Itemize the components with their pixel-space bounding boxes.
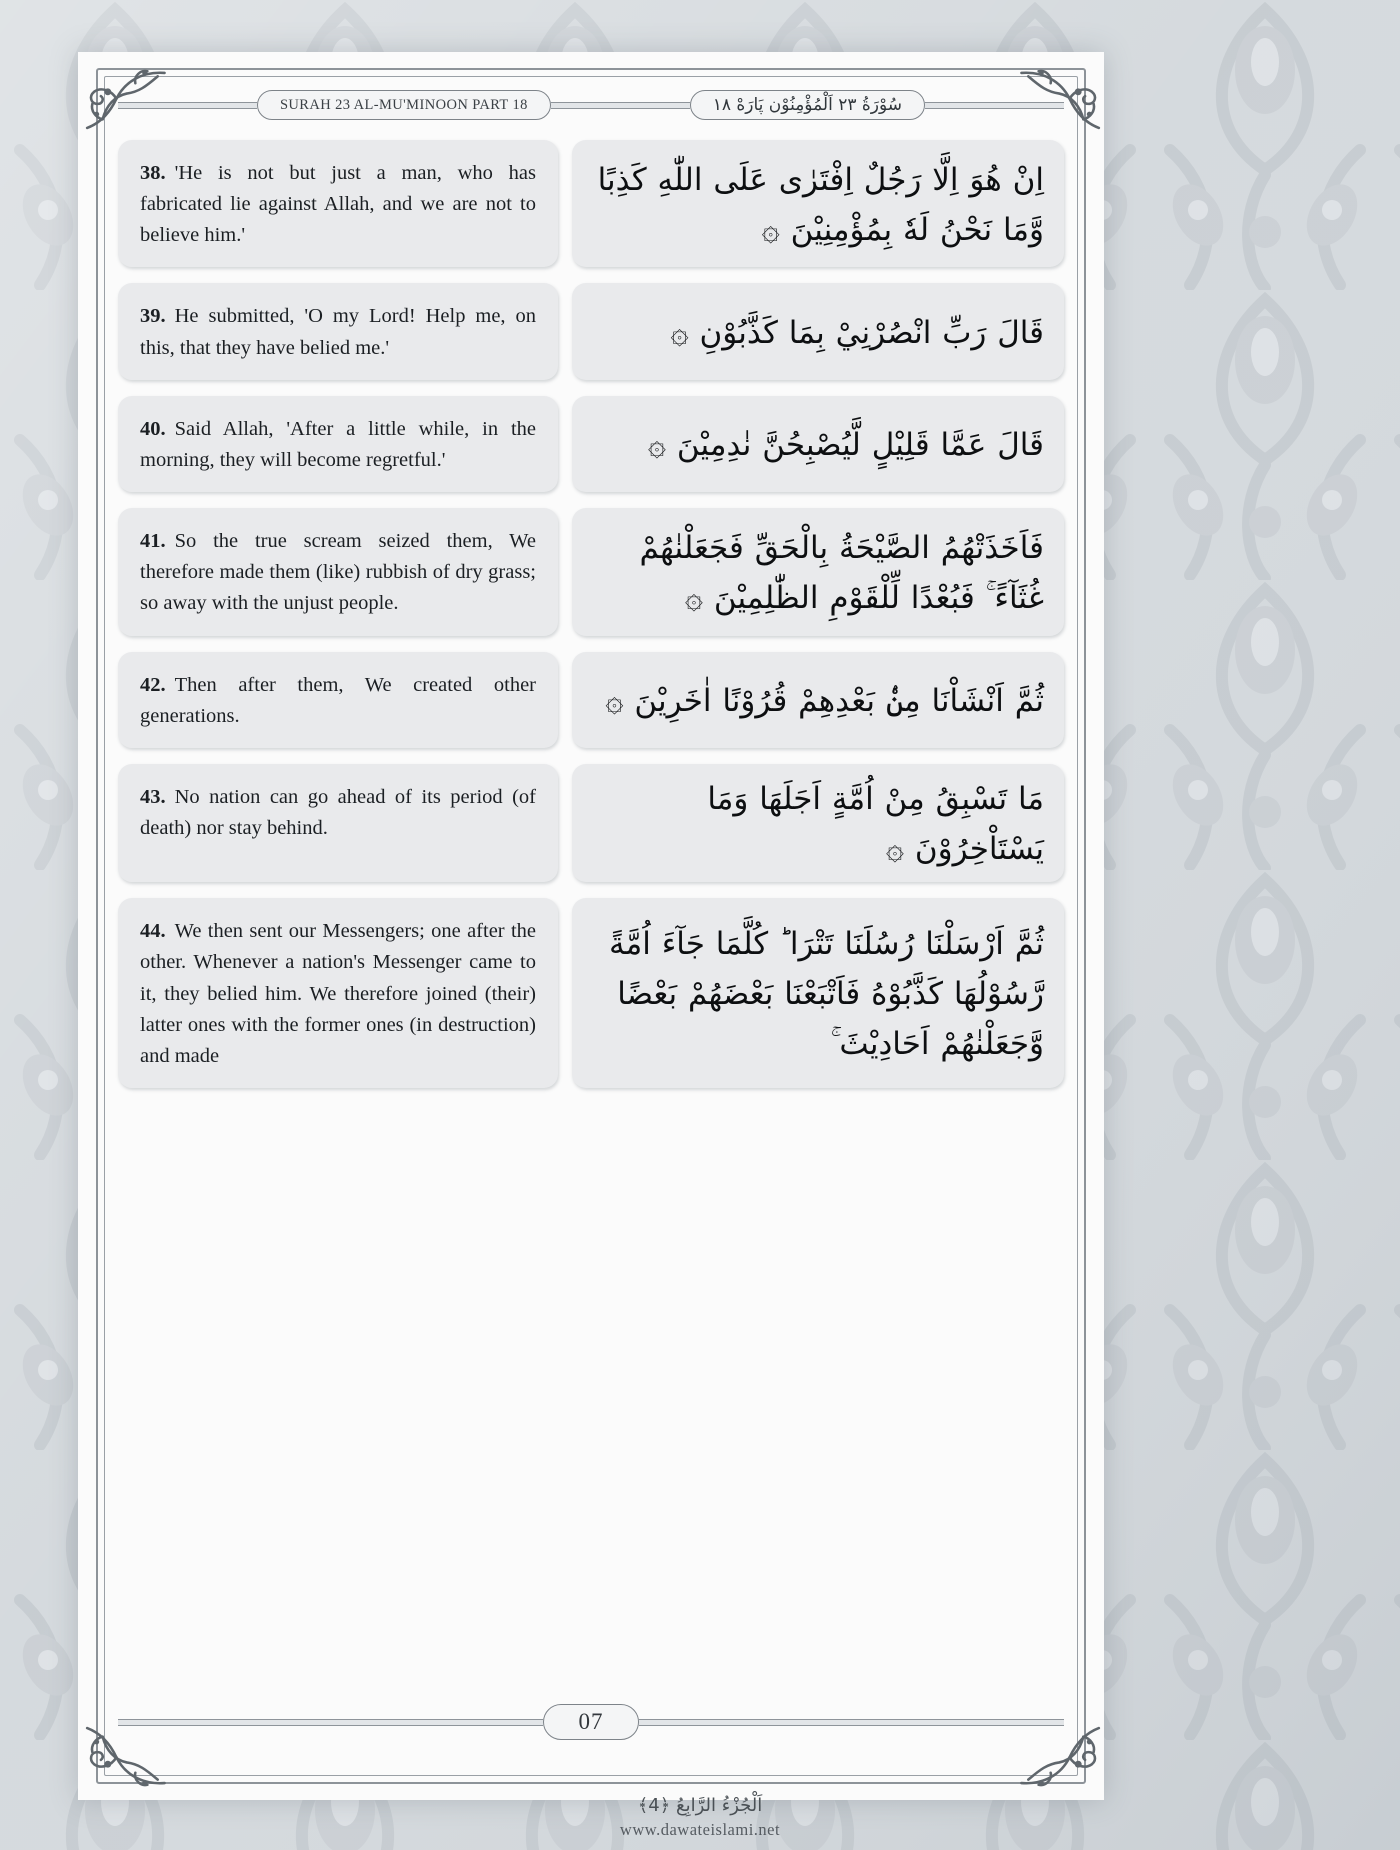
surah-title-ar-text: سُوْرَةُ ٢٣ اَلْمُؤْمِنُوْن پَارَهْ ١٨ <box>712 94 903 115</box>
verse-row <box>118 508 1064 635</box>
verse-arabic-panel[interactable] <box>572 283 1064 379</box>
page-number-text: 07 <box>578 1709 604 1734</box>
verse-arabic-panel[interactable] <box>572 140 1064 267</box>
header-rule-right <box>925 102 1064 109</box>
verse-arabic-panel[interactable] <box>572 764 1064 882</box>
verse-translation-text <box>140 670 536 732</box>
verse-arabic-panel[interactable] <box>572 898 1064 1088</box>
verse-list <box>118 140 1064 1685</box>
verse-row <box>118 396 1064 492</box>
verse-row <box>118 652 1064 748</box>
page-header <box>118 84 1064 126</box>
page-number-badge <box>543 1704 639 1740</box>
surah-title-en-text: SURAH 23 AL-MU'MINOON PART 18 <box>279 96 528 113</box>
verse-arabic-text: اِنْ هُوَ اِلَّا رَجُلٌ اِفْتَرٰى عَلَى اللّٰهِ كَذِبًا وَّمَا نَحْنُ لَهٗ بِمُؤْمِنِيْنَ ۞ <box>597 161 1044 248</box>
verse-arabic-text: قَالَ رَبِّ انْصُرْنِيْ بِمَا كَذَّبُوْنِ ۞ <box>670 314 1044 351</box>
verse-translation-text <box>140 158 536 251</box>
verse-translation-text <box>140 782 536 844</box>
verse-number: 41. <box>140 530 166 553</box>
verse-translation-body: Then after them, We created other generations. <box>140 673 536 727</box>
verse-number: 39. <box>140 305 166 328</box>
verse-translation-body: 'He is not but just a man, who has fabricated lie against Allah, and we are not to believe him.' <box>140 162 536 247</box>
verse-row <box>118 140 1064 267</box>
page-footer <box>118 1700 1064 1744</box>
verse-translation-panel[interactable] <box>118 508 558 635</box>
verse-row <box>118 764 1064 882</box>
verse-translation-panel[interactable] <box>118 764 558 882</box>
verse-translation-body: He submitted, 'O my Lord! Help me, on this, that they have belied me.' <box>140 305 536 359</box>
footer-rule-left <box>118 1719 543 1726</box>
surah-title-ar-badge <box>690 90 925 120</box>
verse-arabic-panel[interactable] <box>572 652 1064 748</box>
verse-translation-panel[interactable] <box>118 396 558 492</box>
verse-translation-text <box>140 301 536 363</box>
footer-rule-right <box>639 1719 1064 1726</box>
verse-translation-panel[interactable] <box>118 652 558 748</box>
verse-arabic-text: فَاَخَذَتْهُمُ الصَّيْحَةُ بِالْحَقِّ فَجَعَلْنٰهُمْ غُثَآءً ۚ فَبُعْدًا لِّلْقَوْمِ الظّٰلِمِيْنَ ۞ <box>639 529 1044 616</box>
verse-arabic-text: مَا تَسْبِقُ مِنْ اُمَّةٍ اَجَلَهَا وَمَا يَسْتَاْخِرُوْنَ ۞ <box>707 780 1044 868</box>
verse-translation-body: Said Allah, 'After a little while, in the morning, they will become regretful.' <box>140 417 536 471</box>
verse-number: 42. <box>140 673 166 696</box>
verse-translation-body: We then sent our Messengers; one after the other. Whenever a nation's Messenger came to it, they belied him. We therefore joined (their) latter ones with the former ones (in destruction) and made <box>140 920 536 1067</box>
footer-caption <box>0 1795 1400 1840</box>
verse-translation-body: No nation can go ahead of its period (of death) nor stay behind. <box>140 785 536 840</box>
verse-arabic-text: قَالَ عَمَّا قَلِيْلٍ لَّيُصْبِحُنَّ نٰدِمِيْنَ ۞ <box>647 426 1044 463</box>
verse-translation-panel[interactable] <box>118 140 558 267</box>
verse-translation-body: So the true scream seized them, We therefore made them (like) rubbish of dry grass; so away with the unjust people. <box>140 530 536 615</box>
surah-title-en-badge <box>257 90 551 120</box>
juz-label-text: اَلْجُزْءُ الرَّابِعُ ﴿4﴾ <box>637 1795 763 1816</box>
verse-number: 38. <box>140 162 166 184</box>
verse-row <box>118 898 1064 1088</box>
verse-row <box>118 283 1064 379</box>
verse-arabic-panel[interactable] <box>572 396 1064 492</box>
verse-translation-panel[interactable] <box>118 898 558 1088</box>
verse-number: 44. <box>140 920 166 943</box>
verse-translation-panel[interactable] <box>118 283 558 379</box>
verse-translation-text <box>140 526 536 619</box>
website-url-text[interactable]: www.dawateislami.net <box>619 1820 781 1839</box>
header-rule-left <box>118 102 257 109</box>
verse-number: 43. <box>140 785 166 808</box>
verse-translation-text <box>140 414 536 476</box>
verse-translation-text <box>140 916 536 1072</box>
header-rule-center <box>551 102 690 109</box>
verse-number: 40. <box>140 417 166 440</box>
verse-arabic-text: ثُمَّ اَنْشَاْنَا مِنْۢ بَعْدِهِمْ قُرُوْنًا اٰخَرِيْنَ ۞ <box>605 682 1044 719</box>
verse-arabic-text: ثُمَّ اَرْسَلْنَا رُسُلَنَا تَتْرَا ؕ كُلَّمَا جَآءَ اُمَّةً رَّسُوْلُهَا كَذَّبُوْهُ فَاَتْبَعْنَا بَعْضَهُمْ بَعْضًا وَّجَعَلْنٰهُمْ اَحَادِيْثَ ۚ <box>609 925 1044 1063</box>
verse-arabic-panel[interactable] <box>572 508 1064 635</box>
